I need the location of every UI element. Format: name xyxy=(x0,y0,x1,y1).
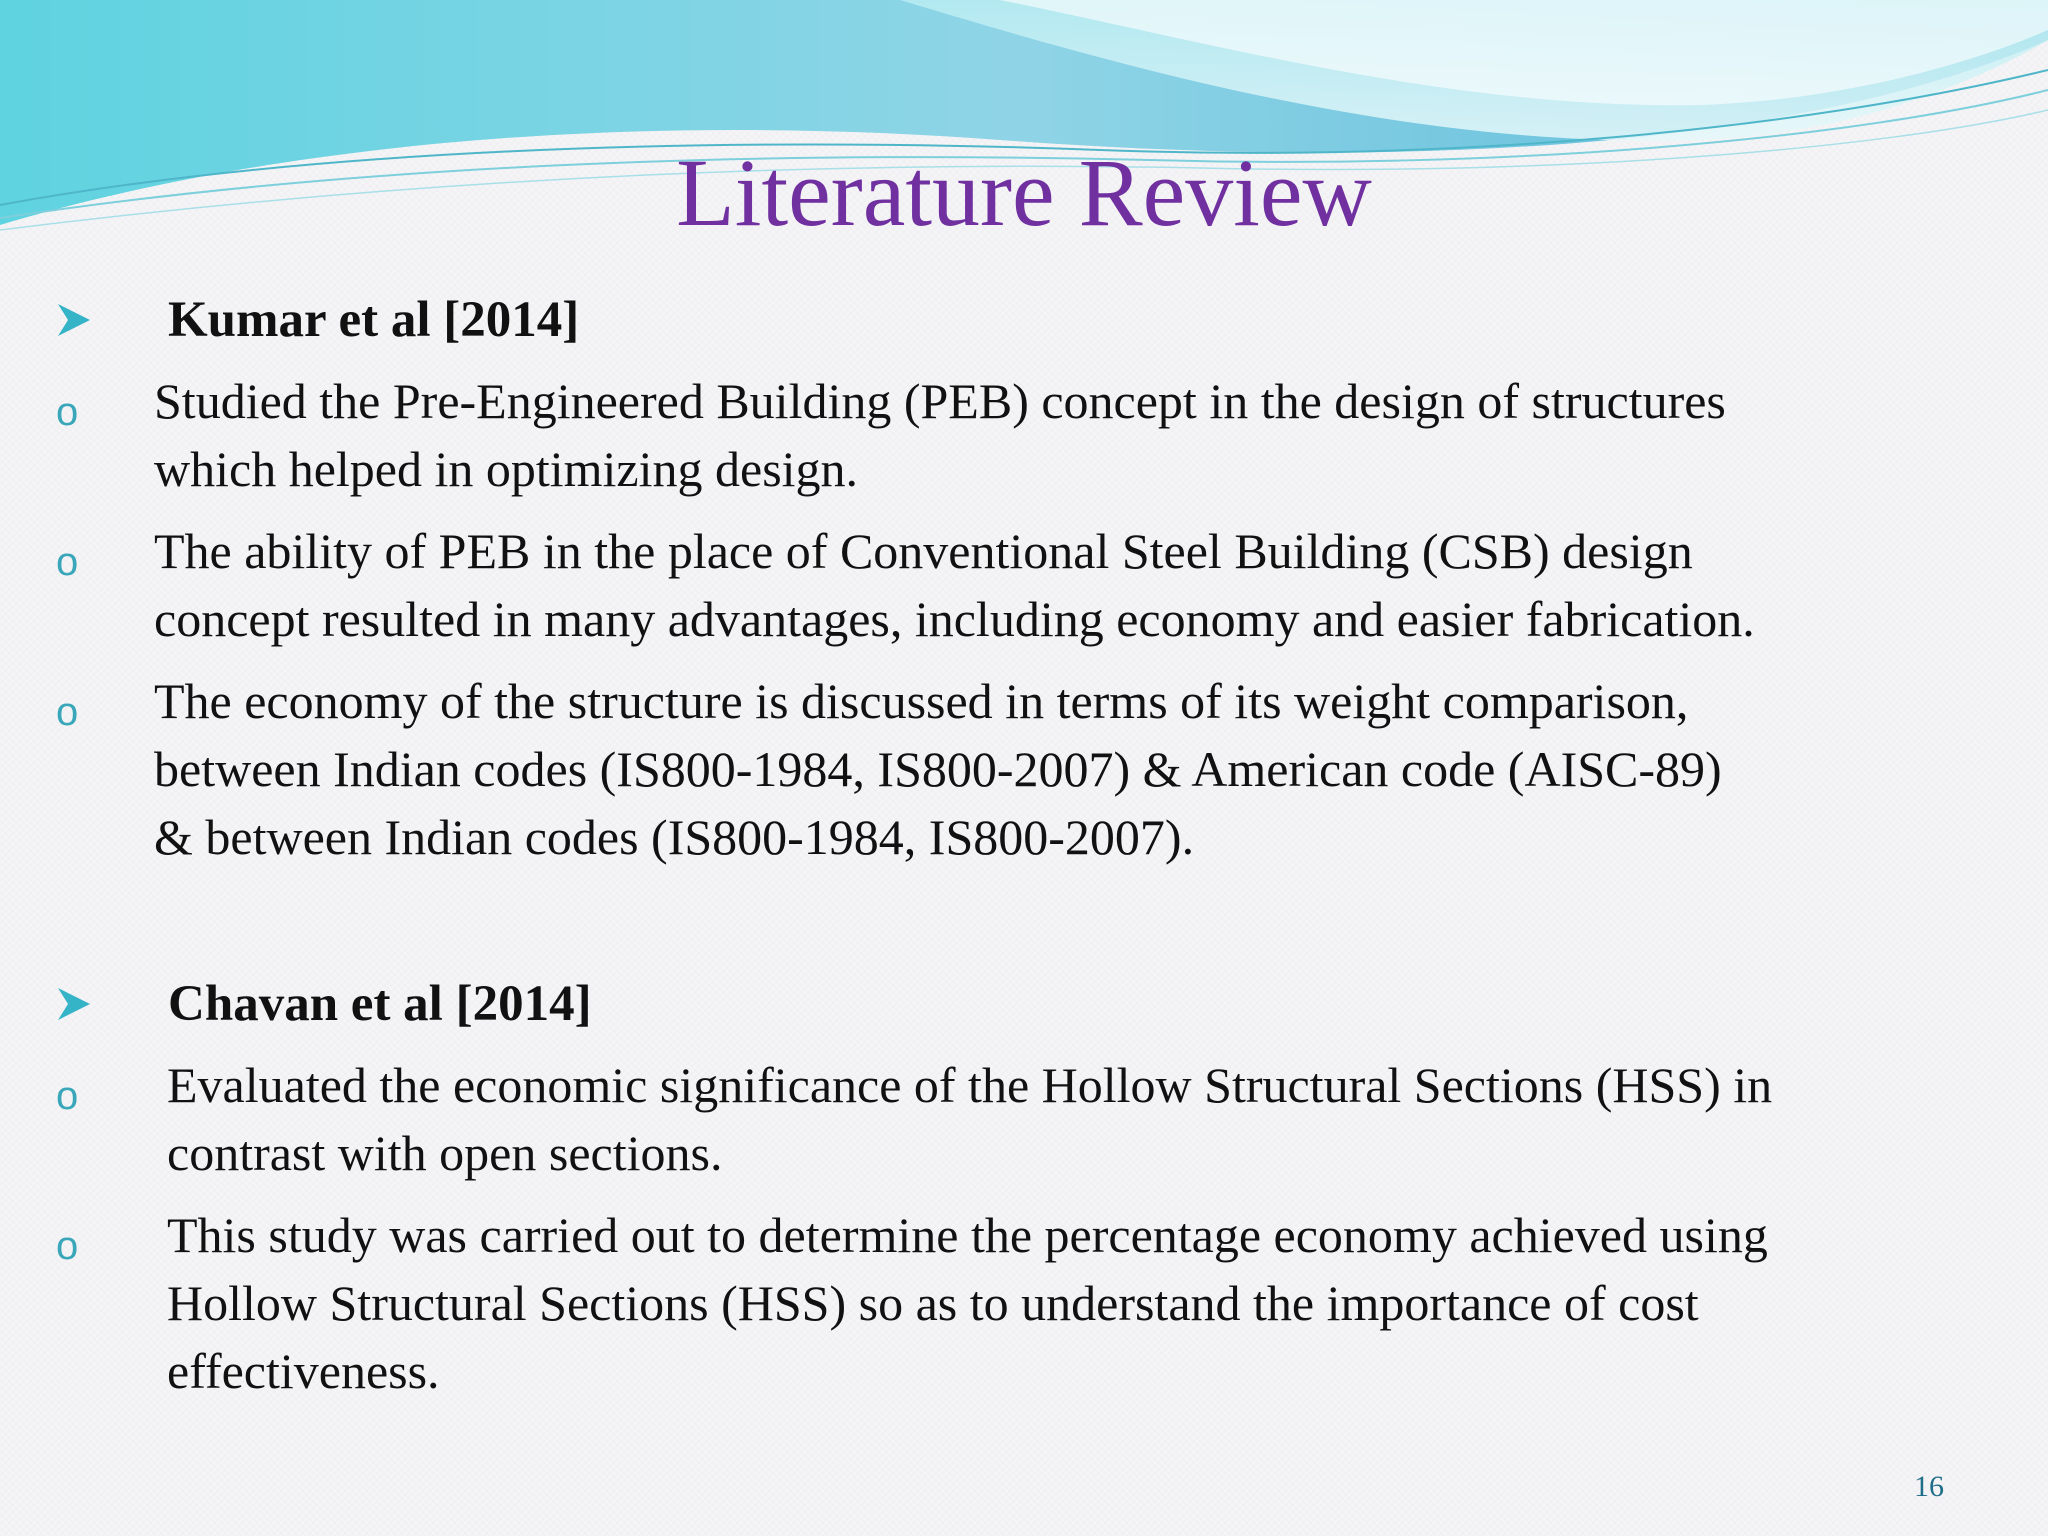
circle-bullet-icon: o xyxy=(56,390,79,434)
chavan-item-1: Evaluated the economic significance of the Hollow Structural Sections (HSS) in contrast with open sections. xyxy=(167,1057,1773,1181)
circle-bullet-icon: o xyxy=(56,540,79,584)
circle-bullet-icon: o xyxy=(56,1224,79,1268)
chavan-item-2: This study was carried out to determine the percentage economy achieved using Hollow Structural Sections (HSS) so as to understand the importance of cost effectiveness. xyxy=(167,1207,1768,1399)
kumar-item-1: Studied the Pre-Engineered Building (PEB) concept in the design of structures which helped in optimizing design. xyxy=(154,373,1726,497)
slide-title: Literature Review xyxy=(676,139,1372,246)
kumar-item-3: The economy of the structure is discussed in terms of its weight comparison, between Indian codes (IS800-1984, IS800-2007) & American code (AISC-89) & between Indian codes (IS800-1984, IS800-2007). xyxy=(154,673,1722,865)
circle-bullet-icon: o xyxy=(56,1074,79,1118)
kumar-item-2: The ability of PEB in the place of Conventional Steel Building (CSB) design concept resulted in many advantages, including economy and easier fabrication. xyxy=(154,523,1755,647)
section-heading-chavan: Chavan et al [2014] xyxy=(168,976,592,1032)
circle-bullet-icon: o xyxy=(56,690,79,734)
arrow-bullet-icon xyxy=(54,984,94,1024)
arrow-bullet-icon xyxy=(54,300,94,340)
page-number: 16 xyxy=(1914,1470,1944,1503)
section-heading-kumar: Kumar et al [2014] xyxy=(168,292,580,348)
